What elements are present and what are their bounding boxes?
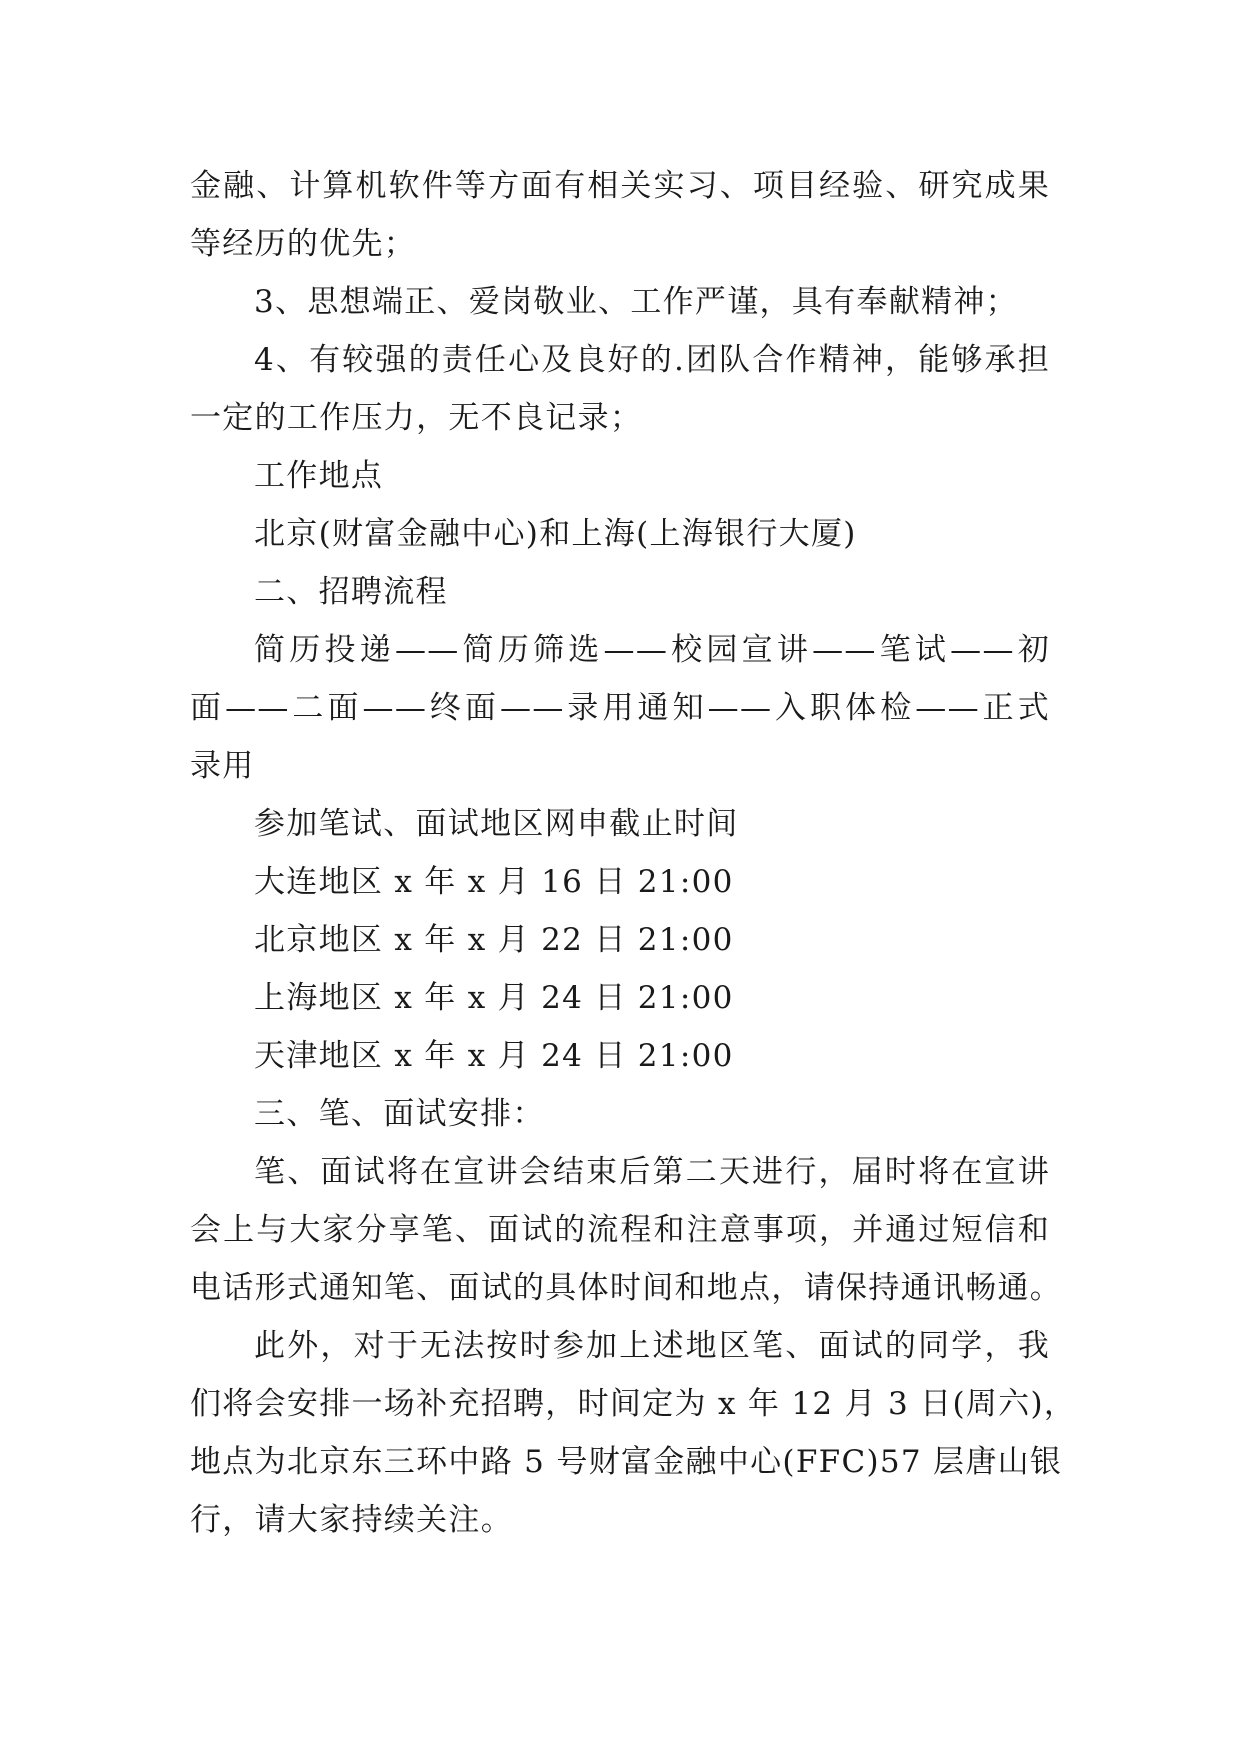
- deadline-item: 天津地区 x 年 x 月 24 日 21:00: [254, 1038, 734, 1074]
- deadline-item: 大连地区 x 年 x 月 16 日 21:00: [254, 864, 734, 900]
- paragraph-line: 一定的工作压力，无不良记录；: [190, 400, 643, 436]
- paragraph-line: 北京(财富金融中心)和上海(上海银行大厦): [254, 516, 857, 552]
- paragraph-line: 金融、计算机软件等方面有相关实习、项目经验、研究成果: [190, 168, 1050, 204]
- paragraph-line: 行，请大家持续关注。: [190, 1502, 513, 1538]
- paragraph-line: 笔、面试将在宣讲会结束后第二天进行，届时将在宣讲: [254, 1154, 1050, 1190]
- paragraph-line: 等经历的优先；: [190, 226, 417, 262]
- paragraph-line: 简历投递——简历筛选——校园宣讲——笔试——初: [254, 632, 1050, 668]
- paragraph-line: 地点为北京东三环中路 5 号财富金融中心(FFC)57 层唐山银: [190, 1444, 1063, 1480]
- requirement-item: 4、有较强的责任心及良好的.团队合作精神，能够承担: [254, 342, 1050, 378]
- paragraph-line: 录用: [190, 748, 255, 784]
- section-heading: 三、笔、面试安排：: [254, 1096, 545, 1132]
- deadline-item: 北京地区 x 年 x 月 22 日 21:00: [254, 922, 734, 958]
- deadline-item: 上海地区 x 年 x 月 24 日 21:00: [254, 980, 734, 1016]
- paragraph-line: 面——二面——终面——录用通知——入职体检——正式: [190, 690, 1050, 726]
- paragraph-line: 参加笔试、面试地区网申截止时间: [254, 806, 739, 842]
- paragraph-line: 电话形式通知笔、面试的具体时间和地点，请保持通讯畅通。: [190, 1270, 1063, 1306]
- paragraph-line: 会上与大家分享笔、面试的流程和注意事项，并通过短信和: [190, 1212, 1050, 1248]
- section-heading: 二、招聘流程: [254, 574, 448, 610]
- requirement-item: 3、思想端正、爱岗敬业、工作严谨，具有奉献精神；: [254, 284, 1018, 320]
- paragraph-line: 此外，对于无法按时参加上述地区笔、面试的同学，我: [254, 1328, 1050, 1364]
- paragraph-line: 们将会安排一场补充招聘，时间定为 x 年 12 月 3 日(周六)，: [190, 1386, 1077, 1422]
- section-heading: 工作地点: [254, 458, 384, 494]
- document-body: [190, 157, 1077, 1549]
